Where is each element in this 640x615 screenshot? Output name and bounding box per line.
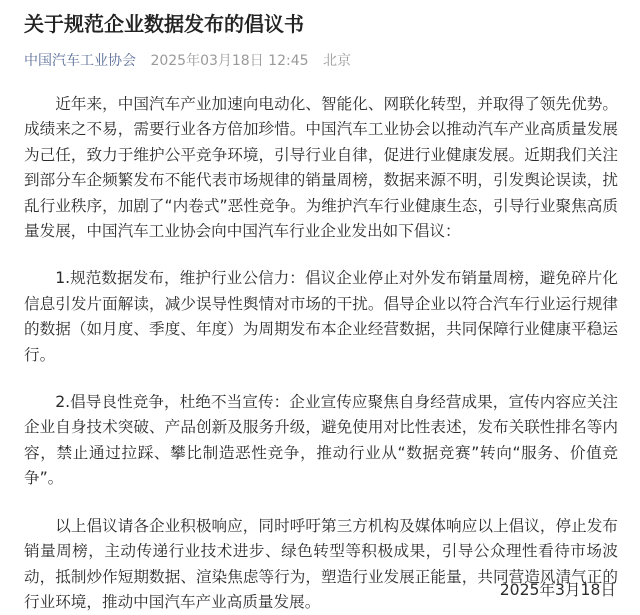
paragraph-intro: 近年来，中国汽车产业加速向电动化、智能化、网联化转型，并取得了领先优势。成绩来之不易，需要行业各方倍加珍惜。中国汽车工业协会以推动汽车产业高质量发展为己任，致力于维护公平竞争环境，引导行业自律，促进行业健康发展。近期我们关注到部分车企频繁发布不能代表市场规律的销量周榜，数据来源不明，引发舆论误读，扰乱行业秩序，加剧了“内卷式”恶性竞争。为维护汽车行业健康生态，引导行业聚焦高质量发展，中国汽车工业协会向中国汽车行业企业发出如下倡议： (24, 95, 618, 241)
source-link[interactable]: 中国汽车工业协会 (24, 53, 136, 69)
signature-date: 2025年3月18日 (499, 581, 616, 599)
publish-location: 北京 (322, 53, 351, 69)
paragraph-closing: 以上倡议请各企业积极响应，同时呼吁第三方机构及媒体响应以上倡议，停止发布销量周榜，主动传递行业技术进步、绿色转型等积极成果，引导公众理性看待市场波动，抵制炒作短期数据、渲染焦虑等行为，塑造行业发展正能量，共同营造风清气正的行业环境，推动中国汽车产业高质量发展。 (24, 516, 618, 611)
article-title: 关于规范企业数据发布的倡议书 (24, 12, 304, 36)
article-body (24, 92, 618, 615)
publish-time: 2025年03月18日 12:45 (150, 53, 309, 69)
paragraph-item-2: 2.倡导良性竞争，杜绝不当宣传：企业宣传应聚焦自身经营成果，宣传内容应关注企业自身技术突破、产品创新及服务升级，避免使用对比性表述，发布关联性排名等内容，禁止通过拉踩、攀比制造恶性竞争，推动行业从“数据竞赛”转向“服务、价值竞争”。 (24, 393, 618, 488)
article-meta (24, 51, 618, 71)
paragraph-item-1: 1.规范数据发布，维护行业公信力：倡议企业停止对外发布销量周榜，避免碎片化信息引发片面解读，减少误导性舆情对市场的干扰。倡导企业以符合汽车行业运行规律的数据（如月度、季度、年度）为周期发布本企业经营数据，共同保障行业健康平稳运行。 (24, 269, 618, 364)
